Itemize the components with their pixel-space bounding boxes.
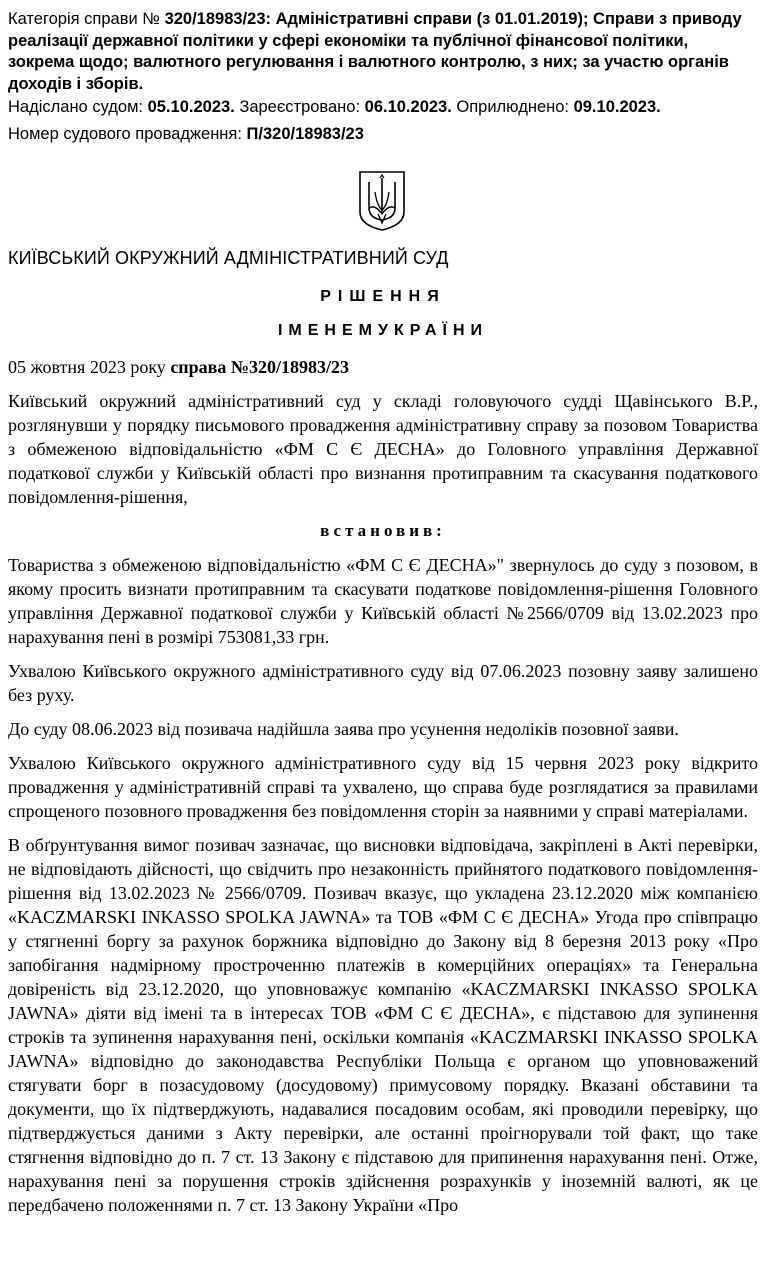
paragraph: До суду 08.06.2023 від позивача надійшла заява про усунення недоліків позовної заяви. [8, 719, 679, 739]
paragraph: Ухвалою Київського окружного адміністративного суду від 07.06.2023 позовну заяву залишено без руху. [8, 661, 758, 705]
decision-date-line [8, 355, 758, 379]
decision-date: 05 жовтня 2023 року [8, 357, 171, 377]
decision-body [8, 246, 758, 1217]
registered-label: Зареєстровано: [234, 98, 365, 116]
paragraph: Товариства з обмеженою відповідальністю «ФМ С Є ДЕСНА»" звернулось до суду з позовом, в якому просить визнати протиправним та скасувати податкове повідомлення-рішення Головного управління Державної податкової служби у Київській області №2566/0709 від 13.02.2023 про нарахування пені в розмірі 753081,33 грн. [8, 555, 758, 647]
sent-date: 05.10.2023. [147, 98, 235, 116]
decision-subtitle: ІМЕНЕМУКРАЇНИ [277, 322, 488, 339]
proceeding-number-label: Номер судового провадження: [8, 124, 247, 143]
coat-of-arms-icon [357, 170, 407, 232]
proceeding-number-value: П/320/18983/23 [246, 124, 364, 143]
established-heading: встановив: [320, 521, 446, 540]
category-value: 320/18983/23: Адміністративні справи (з 01.01.2019); Справи з приводу реалізації державної політики у сфері економіки та публічної фінансової політики, зокрема щодо; валютного регулювання і валютного контролю, з них; за участю органів доходів і зборів. [8, 10, 742, 93]
paragraph: В обґрунтування вимог позивач зазначає, що висновки відповідача, закріплені в Акті перевірки, не відповідають дійсності, що свідчить про незаконність прийнятого податкового повідомлення-рішення від 13.02.2023 № 2566/0709. Позивач вказує, що укладена 23.12.2020 між компанією «KACZMARSKI INKASSO SPOLKA JAWNA» та ТОВ «ФМ С Є ДЕСНА» Угода про співпрацю у стягненні боргу за рахунок боржника відповідно до Закону від 8 березня 2013 року «Про запобігання надмірному простроченню платежів в комерційних операціях» та Генеральна довіреність від 23.12.2020, що уповноважує компанію «KACZMARSKI INKASSO SPOLKA JAWNA» діяти від імені та в інтересах ТОВ «ФМ С Є ДЕСНА», є підставою для зупинення строків та зупинення нарахування пені, оскільки компанія «KACZMARSKI INKASSO SPOLKA JAWNA» відповідно до законодавства Республіки Польща є органом що уповноважений стягувати борг в позасудовому (досудовому) примусовому порядку. Вказані обставини та документи, що їх підтверджують, надавалися посадовим особам, які проводили перевірку, що підтверджується даними з Акту перевірки, але останні проігнорували той факт, що таке стягнення відповідно до п. 7 ст. 13 Закону є підставою для припинення нарахування пені. Отже, нарахування пені за порушення строків здійснення розрахунків у іноземній валюті, як це передбачено положеннями п. 7 ст. 13 Закону України «Про [8, 835, 758, 1215]
case-dates [8, 97, 758, 119]
decision-title: РІШЕННЯ [320, 288, 446, 305]
paragraph: Ухвалою Київського окружного адміністративного суду від 15 червня 2023 року відкрито провадження у адміністративній справі та ухвалено, що справа буде розглядатися за правилами спрощеного позовного провадження без повідомлення сторін за наявними у справі матеріалами. [8, 753, 758, 821]
case-reference: справа №320/18983/23 [170, 357, 349, 377]
case-header [0, 0, 766, 145]
sent-label: Надіслано судом: [8, 98, 148, 116]
case-category [8, 9, 758, 95]
registered-date: 06.10.2023. [364, 98, 452, 116]
published-date: 09.10.2023. [573, 98, 661, 116]
proceeding-number [8, 124, 758, 146]
category-label: Категорія справи № [8, 10, 165, 28]
court-name: КИЇВСЬКИЙ ОКРУЖНИЙ АДМІНІСТРАТИВНИЙ СУД [8, 248, 449, 268]
published-label: Оприлюднено: [451, 98, 574, 116]
intro-paragraph: Київський окружний адміністративний суд у складі головуючого судді Щавінського В.Р., розглянувши у порядку письмового провадження адміністративну справу за позовом Товариства з обмеженою відповідальністю «ФМ С Є ДЕСНА» до Головного управління Державної податкової служби у Київській області про визнання протиправним та скасування податкового повідомлення-рішення, [8, 391, 758, 507]
